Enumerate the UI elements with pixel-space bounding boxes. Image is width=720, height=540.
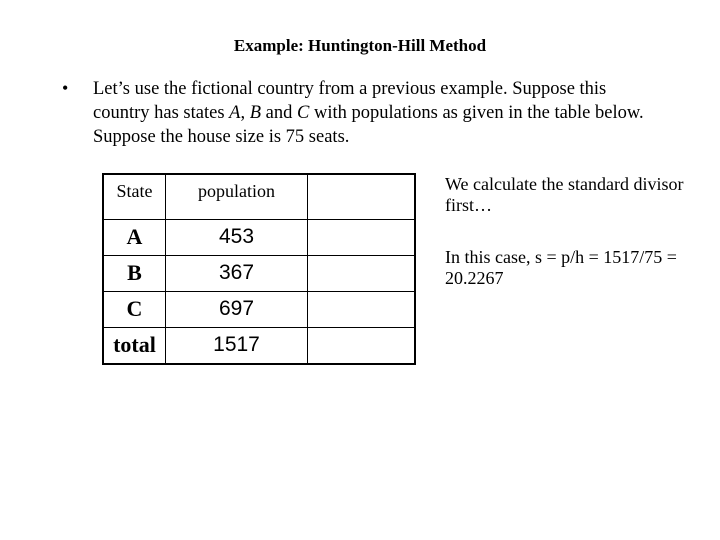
- table-header-row: [103, 174, 415, 219]
- population-cell: 697: [166, 291, 308, 327]
- population-cell: 367: [166, 255, 308, 291]
- table-row-total: [103, 327, 415, 364]
- table-row: [103, 255, 415, 291]
- table-row: [103, 291, 415, 327]
- side-note-calculation: In this case, s = p/h = 1517/75 = 20.2267: [445, 247, 677, 288]
- table-row: [103, 219, 415, 255]
- state-cell: C: [103, 291, 166, 327]
- header-population: population: [166, 174, 308, 219]
- slide-title: Example: Huntington-Hill Method: [233, 36, 487, 55]
- population-cell: 1517: [166, 327, 308, 364]
- intro-paragraph: Let’s use the fictional country from a previous example. Suppose this country has states A, B and C with populations as given in the table below. Suppose the house size is 75 seats.: [93, 79, 644, 147]
- empty-cell: [308, 219, 416, 255]
- state-cell: A: [103, 219, 166, 255]
- state-cell: total: [103, 327, 166, 364]
- header-empty: [308, 174, 416, 219]
- side-note-divisor: We calculate the standard divisor first…: [445, 174, 684, 215]
- empty-cell: [308, 327, 416, 364]
- empty-cell: [308, 291, 416, 327]
- header-state: State: [103, 174, 166, 219]
- state-cell: B: [103, 255, 166, 291]
- empty-cell: [308, 255, 416, 291]
- population-table: [102, 173, 416, 365]
- population-cell: 453: [166, 219, 308, 255]
- bullet-icon: •: [62, 78, 69, 98]
